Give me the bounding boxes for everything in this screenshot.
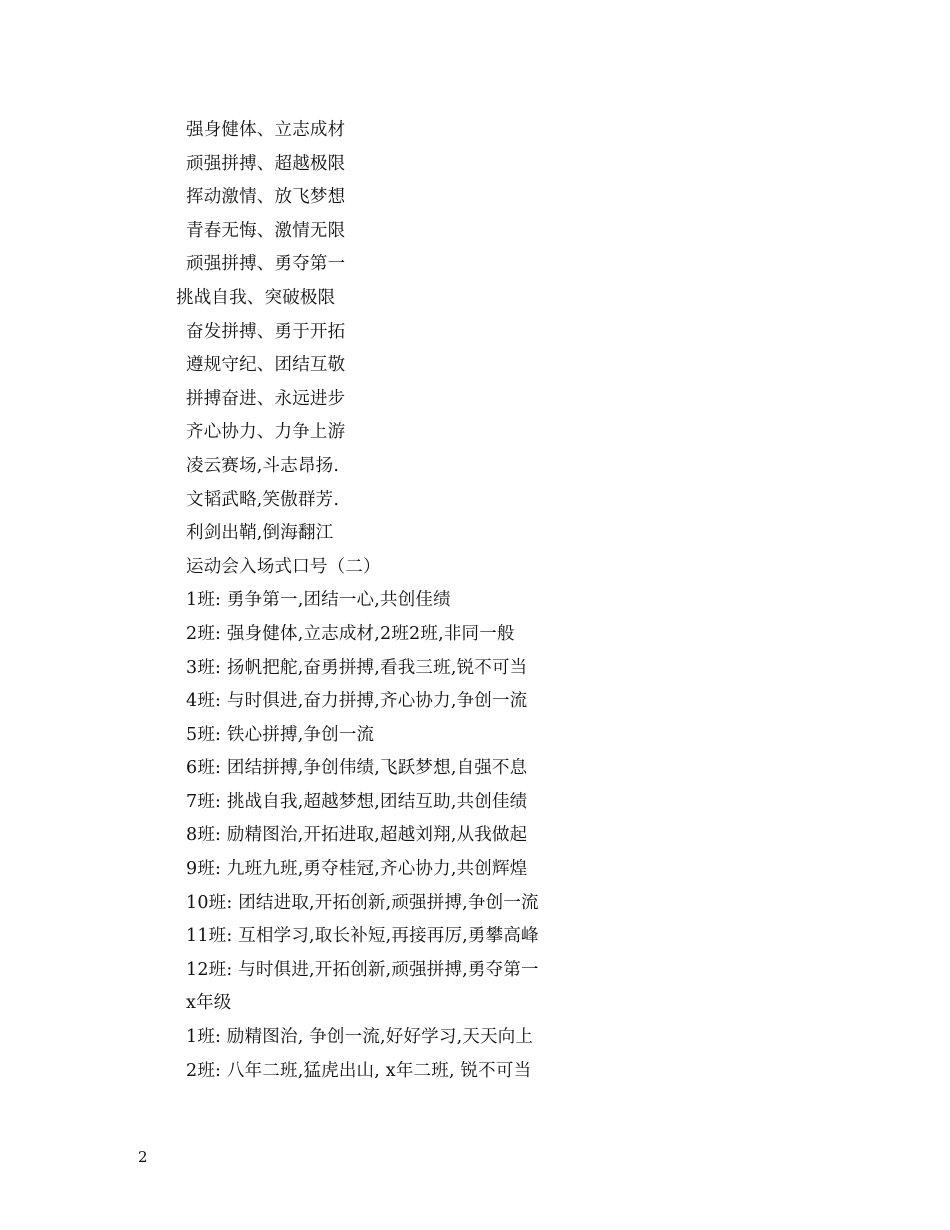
text-line: 齐心协力、力争上游 (186, 422, 346, 443)
class-slogan-line: 1班: 励精图治, 争创一流,好好学习,天天向上 (186, 1027, 534, 1048)
class-slogan-line: 9班: 九班九班,勇夺桂冠,齐心协力,共创辉煌 (186, 859, 528, 880)
text-line: 遵规守纪、团结互敬 (186, 355, 346, 376)
class-slogan-line: 4班: 与时俱进,奋力拼搏,齐心协力,争创一流 (186, 691, 528, 712)
text-line: 拼搏奋进、永远进步 (186, 388, 346, 409)
text-line: 顽强拼搏、超越极限 (186, 153, 346, 174)
class-slogan-line: 2班: 强身健体,立志成材,2班2班,非同一般 (186, 623, 515, 644)
text-line: 顽强拼搏、勇夺第一 (186, 254, 346, 275)
page-number: 2 (138, 1148, 148, 1166)
class-slogan-line: 5班: 铁心拼搏,争创一流 (186, 724, 375, 745)
class-slogan-line: 2班: 八年二班,猛虎出山, x年二班, 锐不可当 (186, 1060, 532, 1081)
text-line: 强身健体、立志成材 (186, 120, 346, 140)
class-slogan-line: 12班: 与时俱进,开拓创新,顽强拼搏,勇夺第一 (186, 959, 539, 980)
text-line: 青春无悔、激情无限 (186, 220, 346, 241)
text-line: 挑战自我、突破极限 (176, 287, 336, 308)
section-heading: 运动会入场式口号（二） (186, 556, 381, 577)
text-line: 凌云赛场,斗志昂扬. (186, 455, 340, 476)
class-slogan-line: 6班: 团结拼搏,争创伟绩,飞跃梦想,自强不息 (186, 758, 528, 779)
class-slogan-line: 7班: 挑战自我,超越梦想,团结互助,共创佳绩 (186, 791, 528, 812)
class-slogan-line: 11班: 互相学习,取长补短,再接再厉,勇攀高峰 (186, 926, 539, 947)
slogan-list (176, 116, 746, 1090)
text-line: 利剑出鞘,倒海翻江 (186, 523, 334, 544)
class-slogan-line: 8班: 励精图治,开拓进取,超越刘翔,从我做起 (186, 825, 528, 846)
class-slogan-line: 3班: 扬帆把舵,奋勇拼搏,看我三班,锐不可当 (186, 657, 528, 678)
text-line: 挥动激情、放飞梦想 (186, 187, 346, 208)
text-line: 奋发拼搏、勇于开拓 (186, 321, 346, 342)
class-slogan-line: 1班: 勇争第一,团结一心,共创佳绩 (186, 590, 451, 611)
class-slogan-line: 10班: 团结进取,开拓创新,顽强拼搏,争创一流 (186, 892, 539, 913)
grade-heading: x年级 (186, 993, 232, 1014)
text-line: 文韬武略,笑傲群芳. (186, 489, 340, 510)
